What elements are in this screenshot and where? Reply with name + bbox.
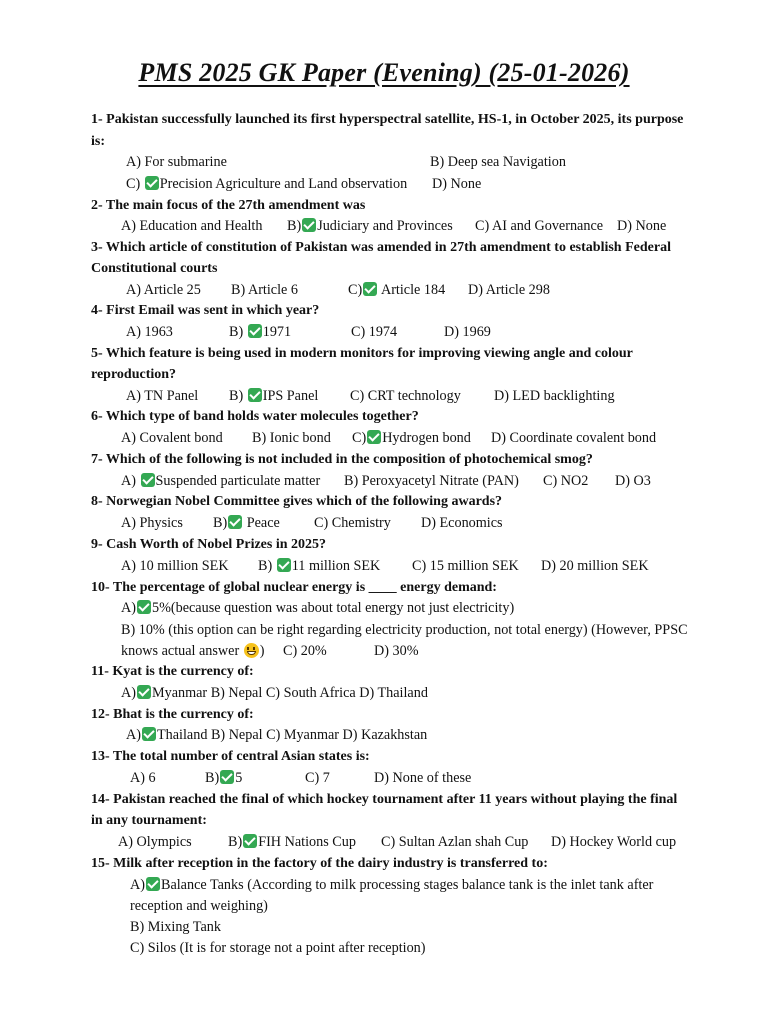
correct-answer-text: Hydrogen bond <box>382 430 471 446</box>
check-mark-icon <box>145 176 159 190</box>
option-prefix: A) <box>121 600 136 616</box>
question-5-option-d: D) LED backlighting <box>494 388 615 404</box>
option-b-closing-paren: ) <box>259 643 265 659</box>
question-8-option-d: D) Economics <box>421 515 503 531</box>
option-prefix: B) <box>229 324 244 340</box>
question-3-option-b: B) Article 6 <box>231 282 298 298</box>
question-4-option-b <box>229 323 291 341</box>
question-5-text-cont: reproduction? <box>91 367 177 382</box>
question-3-option-c <box>348 281 445 299</box>
question-15-option-c: C) Silos (It is for storage not a point after reception) <box>130 940 426 956</box>
check-mark-icon <box>248 388 262 402</box>
question-4-option-c: C) 1974 <box>351 324 398 340</box>
check-mark-icon <box>146 877 160 891</box>
option-b-continued-text: knows actual answer <box>121 643 240 659</box>
question-11-options <box>121 684 428 702</box>
question-7-text: 7- Which of the following is not included in the composition of photochemical smog? <box>91 452 593 467</box>
question-14-option-a: A) Olympics <box>118 834 192 850</box>
question-11-text: 11- Kyat is the currency of: <box>91 664 254 679</box>
question-2-option-d: D) None <box>617 218 667 234</box>
question-4-option-a: A) 1963 <box>126 324 173 340</box>
check-mark-icon <box>277 558 291 572</box>
question-1-option-c <box>126 175 407 193</box>
question-15-text: 15- Milk after reception in the factory of the dairy industry is transferred to: <box>91 856 548 871</box>
question-4-option-d: D) 1969 <box>444 324 491 340</box>
correct-answer-text: Peace <box>246 515 280 531</box>
option-prefix: C) <box>352 430 367 446</box>
question-10-text: 10- The percentage of global nuclear energy is ____ energy demand: <box>91 580 497 595</box>
question-1-text: 1- Pakistan successfully launched its first hyperspectral satellite, HS-1, in October 2025, its purpose <box>91 112 684 127</box>
question-7-option-b: B) Peroxyacetyl Nitrate (PAN) <box>344 473 519 489</box>
question-12-text: 12- Bhat is the currency of: <box>91 707 254 722</box>
question-13-option-a: A) 6 <box>130 770 156 786</box>
correct-answer-text: 5%(because question was about total energy not just electricity) <box>151 600 515 616</box>
option-prefix: B) <box>258 558 273 574</box>
question-1-option-d: D) None <box>432 176 482 192</box>
question-2-option-a: A) Education and Health <box>121 218 263 234</box>
question-10-option-b: B) 10% (this option can be right regarding electricity production, not total energy) (However, PPSC <box>121 622 688 638</box>
correct-answer-text: FIH Nations Cup <box>258 834 356 850</box>
options-text: Thailand B) Nepal C) Myanmar D) Kazakhstan <box>156 727 428 743</box>
question-13-option-c: C) 7 <box>305 770 330 786</box>
question-14-option-d: D) Hockey World cup <box>551 834 677 850</box>
question-7-option-a <box>121 472 320 490</box>
check-mark-icon <box>137 600 151 614</box>
question-14-option-c: C) Sultan Azlan shah Cup <box>381 834 529 850</box>
question-8-option-a: A) Physics <box>121 515 183 531</box>
question-13-option-d: D) None of these <box>374 770 472 786</box>
question-9-text: 9- Cash Worth of Nobel Prizes in 2025? <box>91 537 327 552</box>
question-8-option-c: C) Chemistry <box>314 515 391 531</box>
check-mark-icon <box>141 473 155 487</box>
question-9-option-d: D) 20 million SEK <box>541 558 649 574</box>
option-prefix: C) <box>126 176 141 192</box>
option-prefix: C) <box>348 282 363 298</box>
question-6-option-d: D) Coordinate covalent bond <box>491 430 657 446</box>
question-8-text: 8- Norwegian Nobel Committee gives which of the following awards? <box>91 494 503 509</box>
question-8-option-b <box>213 514 280 532</box>
check-mark-icon <box>363 282 377 296</box>
option-prefix: A) <box>130 877 145 893</box>
question-7-option-c: C) NO2 <box>543 473 589 489</box>
question-2-option-c: C) AI and Governance <box>475 218 604 234</box>
check-mark-icon <box>142 727 156 741</box>
question-6-option-b: B) Ionic bond <box>252 430 331 446</box>
option-prefix: A) <box>126 727 141 743</box>
option-prefix: A) <box>121 473 136 489</box>
correct-answer-text: 5 <box>235 770 243 786</box>
question-5-option-a: A) TN Panel <box>126 388 199 404</box>
correct-answer-text: 1971 <box>262 324 292 340</box>
correct-answer-text: Judiciary and Provinces <box>317 218 453 234</box>
options-text: Myanmar B) Nepal C) South Africa D) Thailand <box>151 685 428 701</box>
question-6-option-c <box>352 429 471 447</box>
question-15-option-a <box>130 876 653 894</box>
question-1-option-a: A) For submarine <box>126 154 227 170</box>
question-3-text-cont: Constitutional courts <box>91 261 218 276</box>
question-1-option-b: B) Deep sea Navigation <box>430 154 566 170</box>
paper-title: PMS 2025 GK Paper (Evening) (25-01-2026) <box>138 58 630 87</box>
question-3-option-d: D) Article 298 <box>468 282 550 298</box>
check-mark-icon <box>367 430 381 444</box>
question-6-text: 6- Which type of band holds water molecules together? <box>91 409 419 424</box>
question-14-text: 14- Pakistan reached the final of which hockey tournament after 11 years without playing the final <box>91 792 678 807</box>
question-1-text-cont: is: <box>91 134 105 149</box>
option-prefix: A) <box>121 685 136 701</box>
question-9-option-a: A) 10 million SEK <box>121 558 229 574</box>
correct-answer-text: Suspended particulate matter <box>155 473 321 489</box>
question-6-option-a: A) Covalent bond <box>121 430 223 446</box>
correct-answer-text: Precision Agriculture and Land observation <box>159 176 408 192</box>
check-mark-icon <box>220 770 234 784</box>
question-4-text: 4- First Email was sent in which year? <box>91 303 320 318</box>
check-mark-icon <box>302 218 316 232</box>
check-mark-icon <box>228 515 242 529</box>
option-prefix: B) <box>213 515 228 531</box>
question-10-option-d: D) 30% <box>374 643 419 659</box>
question-9-option-b <box>258 557 380 575</box>
question-10-option-b-cont <box>121 642 264 660</box>
option-prefix: B) <box>287 218 302 234</box>
option-prefix: B) <box>205 770 220 786</box>
question-15-option-a-cont: reception and weighing) <box>130 898 268 914</box>
question-12-options <box>126 726 427 744</box>
question-5-option-c: C) CRT technology <box>350 388 461 404</box>
question-10-option-c: C) 20% <box>283 643 327 659</box>
question-2-option-b <box>287 217 453 235</box>
question-9-option-c: C) 15 million SEK <box>412 558 519 574</box>
option-prefix: B) <box>228 834 243 850</box>
grinning-face-icon <box>244 643 259 658</box>
question-14-option-b <box>228 833 356 851</box>
question-13-text: 13- The total number of central Asian states is: <box>91 749 370 764</box>
question-7-option-d: D) O3 <box>615 473 651 489</box>
option-prefix: B) <box>229 388 244 404</box>
check-mark-icon <box>137 685 151 699</box>
correct-answer-text: 11 million SEK <box>291 558 381 574</box>
check-mark-icon <box>243 834 257 848</box>
question-13-option-b <box>205 769 242 787</box>
correct-answer-text: Article 184 <box>380 282 446 298</box>
correct-answer-text: IPS Panel <box>262 388 319 404</box>
question-5-text: 5- Which feature is being used in modern monitors for improving viewing angle and colour <box>91 346 633 361</box>
question-14-text-cont: in any tournament: <box>91 813 207 828</box>
question-10-option-a <box>121 599 514 617</box>
question-3-option-a: A) Article 25 <box>126 282 201 298</box>
question-15-option-b: B) Mixing Tank <box>130 919 221 935</box>
question-3-text: 3- Which article of constitution of Pakistan was amended in 27th amendment to establish Federal <box>91 240 671 255</box>
question-5-option-b <box>229 387 318 405</box>
check-mark-icon <box>248 324 262 338</box>
correct-answer-text: Balance Tanks (According to milk processing stages balance tank is the inlet tank after <box>160 877 654 893</box>
question-2-text: 2- The main focus of the 27th amendment was <box>91 198 366 213</box>
